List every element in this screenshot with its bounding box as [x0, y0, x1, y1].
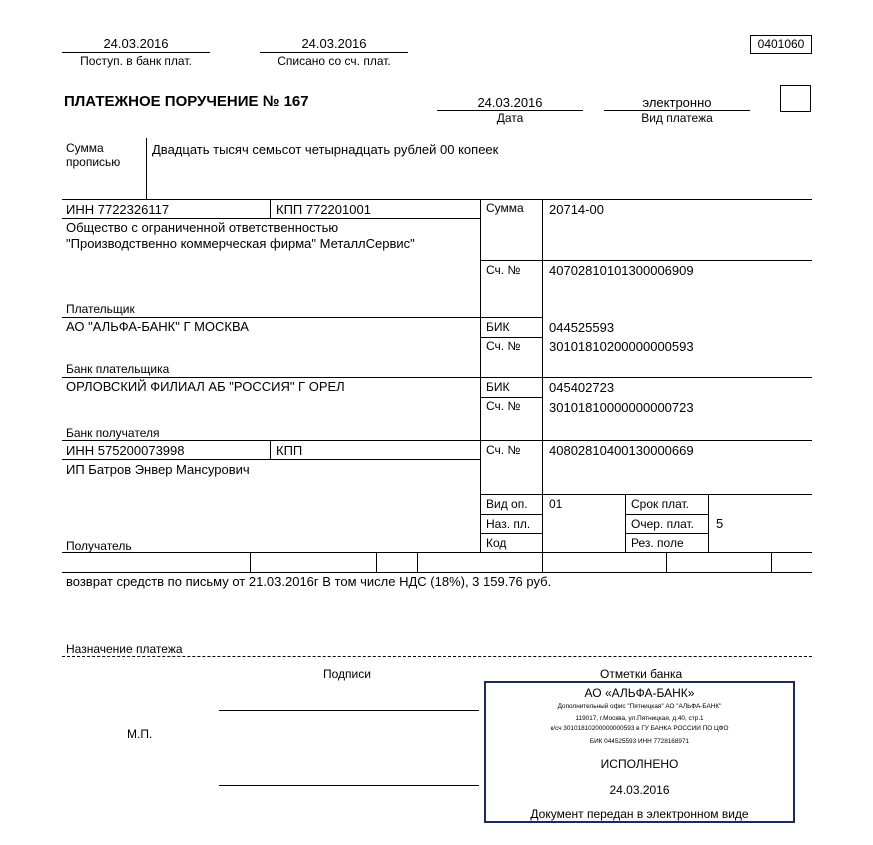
amount-words-label-1: Сумма [66, 141, 104, 155]
ocher-value: 5 [716, 516, 724, 531]
divider [480, 494, 812, 495]
payer-name-line2: "Производственно коммерческая фирма" МеталлСервис" [66, 236, 415, 251]
status-box [780, 85, 811, 112]
amount-words-value: Двадцать тысяч семьсот четырнадцать рублей 00 копеек [152, 142, 499, 157]
date-received: 24.03.2016 [103, 36, 169, 51]
srok-label: Срок плат. [631, 497, 690, 511]
divider [625, 533, 708, 534]
payer-bank-bik-label: БИК [486, 320, 510, 334]
divider [417, 552, 418, 572]
divider [260, 52, 408, 53]
payer-account-label: Сч. № [486, 263, 521, 277]
divider [480, 260, 812, 261]
doc-date-label: Дата [496, 111, 524, 125]
naz-pl-label: Наз. пл. [486, 517, 531, 531]
payment-type-label: Вид платежа [641, 111, 713, 125]
divider [62, 317, 480, 318]
payee-label: Получатель [66, 539, 132, 553]
divider [62, 199, 812, 200]
date-debited-label: Списано со сч. плат. [277, 54, 391, 68]
divider [270, 440, 271, 459]
signatures-label: Подписи [323, 667, 371, 681]
divider [62, 377, 812, 378]
payment-type: электронно [642, 95, 712, 110]
vid-op-value: 01 [549, 497, 563, 511]
purpose-text: возврат средств по письму от 21.03.2016г В том числе НДС (18%), 3 159.76 руб. [66, 574, 552, 589]
payer-kpp: КПП 772201001 [276, 202, 371, 217]
divider [708, 494, 709, 552]
divider [62, 552, 812, 553]
doc-date: 24.03.2016 [477, 95, 543, 110]
divider [480, 317, 542, 318]
divider [480, 337, 542, 338]
ocher-label: Очер. плат. [631, 517, 695, 531]
vid-op-label: Вид оп. [486, 497, 528, 511]
divider [480, 514, 542, 515]
stamp-date: 24.03.2016 [609, 783, 670, 797]
payer-bank-acc: 30101810200000000593 [549, 339, 694, 354]
stamp-address: 119017, г.Москва, ул.Пятницкая, д.40, стр.1 [575, 715, 704, 722]
divider [542, 552, 543, 572]
divider [250, 552, 251, 572]
payee-acc: 40802810400130000669 [549, 443, 694, 458]
signature-line-1 [219, 710, 479, 711]
rez-label: Рез. поле [631, 536, 684, 550]
divider [666, 552, 667, 572]
stamp-corr-account: к/сч 30101810200000000593 в ГУ БАНКА РОССИИ ПО ЦФО [550, 725, 729, 732]
payee-acc-label: Сч. № [486, 443, 521, 457]
payer-bank-acc-label: Сч. № [486, 339, 521, 353]
divider [62, 459, 480, 460]
stamp-office: Дополнительный офис "Пятницкая" АО "АЛЬФА-БАНК" [557, 703, 722, 710]
stamp-bank-name: АО «АЛЬФА-БАНК» [584, 686, 695, 700]
signature-line-2 [219, 785, 479, 786]
stamp-note: Документ передан в электронном виде [530, 807, 749, 821]
amount-label: Сумма [486, 201, 524, 215]
payee-bank-acc: 30101810000000000723 [549, 400, 694, 415]
form-code: 0401060 [750, 35, 812, 54]
divider [771, 552, 772, 572]
payer-account-value: 40702810101300006909 [549, 263, 694, 278]
divider [62, 572, 812, 573]
divider [376, 552, 377, 572]
stamp-bik-inn: БИК 044525593 ИНН 7728168971 [589, 738, 690, 745]
payee-bank-bik-label: БИК [486, 380, 510, 394]
divider [62, 656, 812, 657]
bank-marks-label: Отметки банка [600, 667, 683, 681]
divider [625, 514, 708, 515]
divider [146, 138, 147, 199]
payer-label: Плательщик [66, 302, 135, 316]
mp-label: М.П. [127, 727, 153, 741]
payee-kpp: КПП [276, 443, 303, 458]
page-title: ПЛАТЕЖНОЕ ПОРУЧЕНИЕ № 167 [64, 93, 309, 110]
payer-name-line1: Общество с ограниченной ответственностью [66, 220, 339, 235]
amount-value: 20714-00 [549, 202, 604, 217]
divider [62, 218, 480, 219]
purpose-label: Назначение платежа [66, 642, 183, 656]
amount-words-label-2: прописью [66, 155, 121, 169]
divider [270, 199, 271, 218]
divider [480, 199, 481, 552]
divider [480, 397, 542, 398]
divider [62, 52, 210, 53]
payee-inn: ИНН 575200073998 [66, 443, 185, 458]
payee-name: ИП Батров Энвер Мансурович [66, 462, 250, 477]
date-received-label: Поступ. в банк плат. [80, 54, 192, 68]
bank-stamp [484, 681, 795, 823]
payer-inn: ИНН 7722326117 [66, 202, 170, 217]
kod-label: Код [486, 536, 507, 550]
divider [625, 494, 626, 552]
payee-bank-acc-label: Сч. № [486, 399, 521, 413]
date-debited: 24.03.2016 [301, 36, 367, 51]
payee-bank-name: ОРЛОВСКИЙ ФИЛИАЛ АБ "РОССИЯ" Г ОРЕЛ [66, 379, 345, 394]
divider [480, 533, 542, 534]
divider [62, 440, 812, 441]
payer-bank-label: Банк плательщика [66, 362, 170, 376]
payer-bank-name: АО "АЛЬФА-БАНК" Г МОСКВА [66, 319, 249, 334]
payee-bank-bik: 045402723 [549, 380, 615, 395]
stamp-status: ИСПОЛНЕНО [600, 757, 679, 771]
payee-bank-label: Банк получателя [66, 426, 160, 440]
payer-bank-bik: 044525593 [549, 320, 615, 335]
divider [542, 199, 543, 552]
